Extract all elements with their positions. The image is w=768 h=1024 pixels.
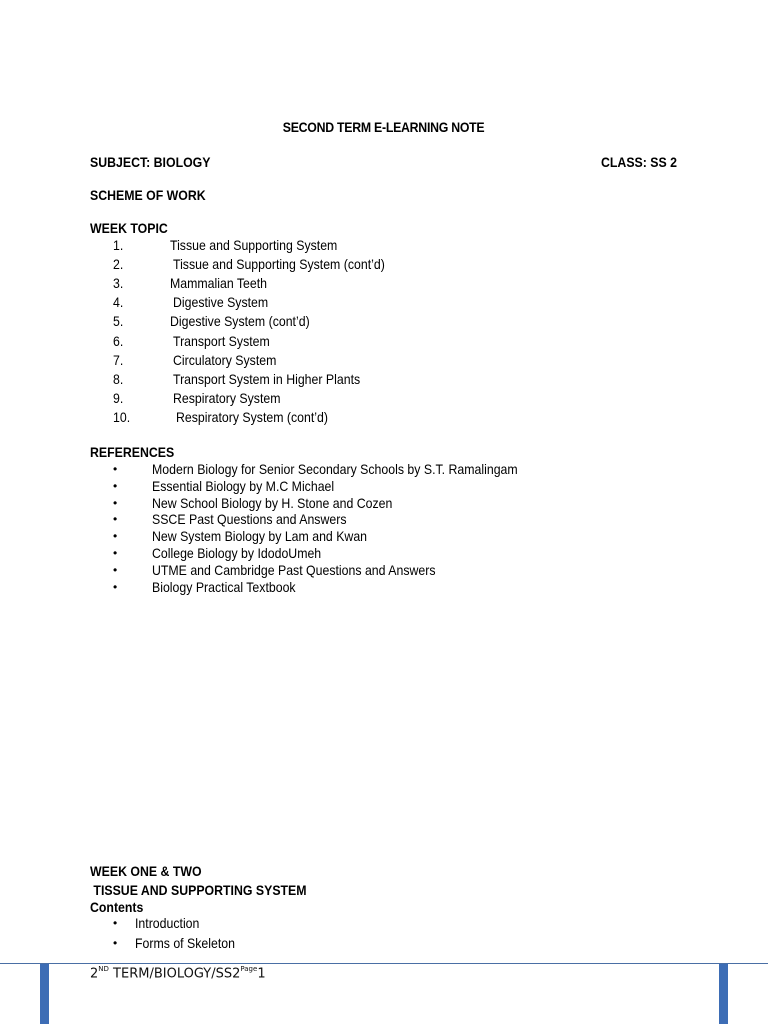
reference-item	[0, 579, 700, 596]
contents-text: Forms of Skeleton	[135, 934, 235, 951]
reference-text: Biology Practical Textbook	[152, 578, 296, 595]
topic-row	[0, 294, 600, 313]
topic-number: 5.	[113, 313, 124, 330]
footer-page-label: Page	[240, 965, 258, 973]
footer-superscript: ND	[98, 965, 109, 973]
topic-row	[0, 313, 600, 332]
week-topic-heading: WEEK TOPIC	[90, 220, 168, 236]
reference-text: Modern Biology for Senior Secondary Schools by S.T. Ramalingam	[152, 461, 518, 477]
reference-text: College Biology by IdodoUmeh	[152, 545, 322, 561]
footer-divider	[0, 963, 768, 964]
topic-row	[0, 352, 600, 371]
bullet-icon: •	[113, 512, 118, 527]
topic-number: 10.	[113, 408, 131, 425]
topic-number: 9.	[113, 389, 124, 406]
reference-text: Essential Biology by M.C Michael	[152, 477, 335, 494]
reference-item	[0, 511, 700, 528]
topic-row	[0, 237, 600, 256]
topic-text: Tissue and Supporting System	[170, 237, 338, 253]
bullet-icon: •	[113, 529, 118, 544]
footer-left-bar	[40, 964, 49, 1024]
class-label: CLASS: SS 2	[601, 154, 677, 170]
topic-text: Transport System	[173, 332, 270, 349]
bullet-icon: •	[113, 478, 118, 493]
week-heading: WEEK ONE & TWO	[90, 863, 202, 879]
bullet-icon: •	[113, 546, 118, 560]
reference-item	[0, 528, 700, 545]
topic-text: Tissue and Supporting System (cont’d)	[173, 256, 385, 273]
contents-item	[0, 915, 700, 932]
bullet-icon: •	[113, 462, 118, 476]
contents-item	[0, 935, 700, 952]
reference-text: New School Biology by H. Stone and Cozen	[152, 494, 393, 511]
document-title: SECOND TERM E-LEARNING NOTE	[283, 119, 485, 135]
contents-text: Introduction	[135, 915, 200, 931]
topic-number: 7.	[113, 351, 124, 368]
bullet-icon: •	[113, 579, 118, 594]
topic-number: 8.	[113, 370, 124, 387]
reference-item	[0, 461, 700, 478]
topic-row	[0, 390, 600, 409]
bullet-icon: •	[113, 916, 118, 930]
reference-item	[0, 495, 700, 512]
topic-text: Circulatory System	[173, 351, 277, 368]
bullet-icon: •	[113, 935, 118, 950]
footer-text	[90, 966, 266, 981]
topic-row	[0, 333, 600, 352]
topic-number: 2.	[113, 256, 124, 273]
topic-row	[0, 275, 600, 294]
bullet-icon: •	[113, 562, 118, 577]
references-heading: REFERENCES	[90, 444, 175, 460]
reference-text: New System Biology by Lam and Kwan	[152, 528, 368, 545]
contents-label: Contents	[90, 899, 144, 915]
topic-text: Digestive System (cont’d)	[170, 313, 310, 330]
footer-right-bar	[719, 964, 728, 1024]
topic-row	[0, 256, 600, 275]
reference-item	[0, 545, 700, 562]
topic-text: Transport System in Higher Plants	[173, 370, 361, 387]
footer-middle: TERM/BIOLOGY/SS2	[108, 966, 241, 982]
footer-page-number: 1	[257, 966, 266, 982]
footer-prefix: 2	[90, 966, 99, 982]
topic-number: 3.	[113, 275, 124, 292]
reference-text: SSCE Past Questions and Answers	[152, 511, 347, 528]
topic-text: Digestive System	[173, 294, 269, 311]
topic-row	[0, 409, 600, 428]
reference-text: UTME and Cambridge Past Questions and Answers	[152, 561, 436, 578]
reference-item	[0, 478, 700, 495]
topic-number: 4.	[113, 294, 124, 311]
topic-text: Mammalian Teeth	[170, 275, 268, 292]
scheme-of-work-heading: SCHEME OF WORK	[90, 187, 206, 203]
subject-label: SUBJECT: BIOLOGY	[90, 154, 211, 170]
reference-item	[0, 562, 700, 579]
topic-text: Respiratory System (cont’d)	[176, 408, 328, 425]
bullet-icon: •	[113, 495, 118, 510]
topic-text: Respiratory System	[173, 389, 281, 406]
section-subheading: TISSUE AND SUPPORTING SYSTEM	[90, 882, 307, 898]
topic-row	[0, 371, 600, 390]
topic-number: 1.	[113, 237, 124, 253]
topic-number: 6.	[113, 332, 124, 349]
